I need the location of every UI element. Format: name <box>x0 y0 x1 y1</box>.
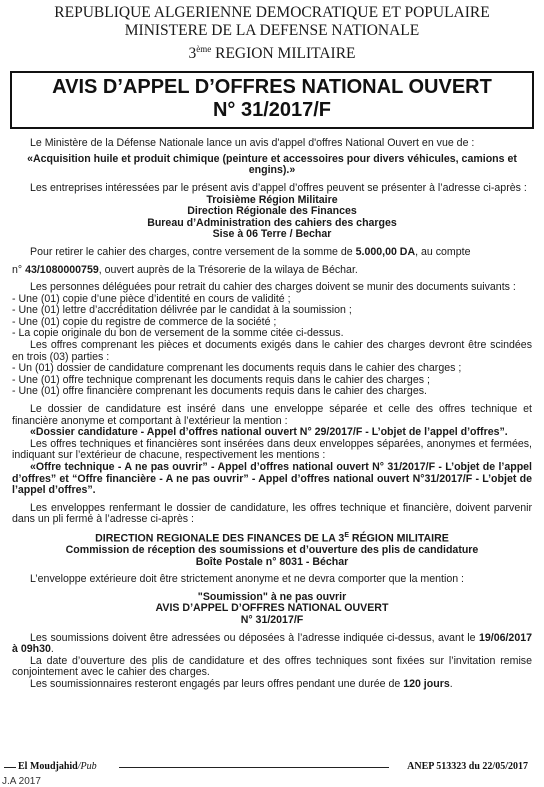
commission-line: Commission de réception des soumissions et d’ouverture des plis de candidature <box>65 544 479 557</box>
address-line-3: Bureau d’Administration des cahiers des charges <box>147 216 397 229</box>
exterieure-text: L’enveloppe extérieure doit être strictement anonyme et ne devra comporter que la mention : <box>30 573 465 586</box>
soumissions-a: Les soumissions doivent être adressées ou déposées à l’adresse indiquée ci-dessus, avant le <box>30 631 479 644</box>
dossier-mention: «Dossier candidature - Appel d’offres national ouvert N° 29/2017/F - L’objet de l’appel d’offres”. <box>30 426 508 439</box>
engages-duration: 120 jours <box>403 678 450 691</box>
footer-rule-middle <box>119 767 389 768</box>
list-item: - La copie originale du bon de versement de la somme citée ci-dessus. <box>12 327 344 340</box>
header <box>4 4 540 63</box>
retrait-text-a: Pour retirer le cahier des charges, contre versement de la somme de <box>30 245 356 258</box>
avis-line: AVIS D’APPEL D’OFFRES NATIONAL OUVERT <box>155 602 389 615</box>
intro-text: Le Ministère de la Défense Nationale lance un avis d'appel d'offres National Ouvert en vue de : <box>30 137 475 150</box>
title-line: AVIS D’APPEL D’OFFRES NATIONAL OUVERT <box>52 76 492 99</box>
engages-a: Les soumissionnaires resteront engagés par leurs offres pendant une durée de <box>30 678 404 691</box>
dossier-text: Le dossier de candidature est inséré dans une enveloppe séparée et celle des offres technique et financière anonyme et comportant à l’extérieur la mention : <box>12 403 532 427</box>
list-item: - Une (01) offre financière comprenant les documents requis dans le cahier des charges. <box>12 385 427 398</box>
list-item: - Une (01) copie du registre de commerce de la société ; <box>12 315 277 328</box>
engages-c: . <box>449 678 453 691</box>
soumission-mention: "Soumission" à ne pas ouvrir <box>197 590 347 603</box>
retrait-text-b: , au compte <box>415 245 471 258</box>
compte-number: 43/1080000759 <box>25 263 99 276</box>
notice-page <box>4 4 540 772</box>
header-republic: REPUBLIQUE ALGERIENNE DEMOCRATIQUE ET POPULAIRE <box>54 4 490 21</box>
footer <box>4 761 540 775</box>
title-number: N° 31/2017/F <box>212 99 332 122</box>
renfermant-text: Les enveloppes renfermant le dossier de candidature, les offres technique et financière, doivent parvenir dans un pli fermé à l’adresse ci-après : <box>12 501 532 526</box>
boite-postale: Boîte Postale n° 8031 - Béchar <box>195 555 349 568</box>
list-item: - Un (01) dossier de candidature comprenant les documents requis dans le cahier des charges ; <box>12 362 462 375</box>
title-box <box>10 71 534 129</box>
notice-body <box>12 138 532 690</box>
direction-a: DIRECTION REGIONALE DES FINANCES DE LA 3 <box>95 532 345 545</box>
compte-rest: , ouvert auprès de la Trésorerie de la wilaya de Béchar. <box>98 263 358 276</box>
footer-source-name: El Moudjahid <box>18 761 78 772</box>
list-item: - Une (01) lettre d’accréditation délivrée par le candidat à la soumission ; <box>12 304 352 317</box>
list-item: - Une (01) offre technique comprenant les documents requis dans le cahier des charges ; <box>12 373 430 386</box>
header-region-num: 3 <box>188 45 197 63</box>
delegues-text: Les personnes déléguées pour retrait du cahier des charges doivent se munir des documents suivants : <box>30 281 516 294</box>
direction-sup: E <box>344 531 349 539</box>
engages-text <box>12 679 532 691</box>
compte-text <box>12 265 532 277</box>
footer-anep: ANEP 513323 du 22/05/2017 <box>407 761 528 772</box>
header-region-rest: REGION MILITAIRE <box>211 45 356 63</box>
header-region <box>4 40 540 63</box>
footer-source-pub: /Pub <box>77 761 97 772</box>
header-ministry: MINISTERE DE LA DEFENSE NATIONALE <box>124 22 420 39</box>
direction-line <box>12 530 532 545</box>
retrait-text <box>12 247 532 259</box>
address-line-4: Sise à 06 Terre / Bechar <box>212 228 332 241</box>
direction-b: RÉGION MILITAIRE <box>348 532 449 545</box>
soumissions-b: . <box>50 643 54 656</box>
enveloppes-text: Les offres techniques et financières sont insérées dans deux enveloppes séparées, anonymes et fermées, indiquant sur l’extérieur de chacune, respectivement les mentions : <box>12 437 532 462</box>
soumissions-date: 19/06/2017 à 09h30 <box>12 631 532 656</box>
retrait-amount: 5.000,00 DA <box>355 245 416 258</box>
presenter-text: Les entreprises intéressées par le présent avis d’appel d’offres peuvent se présenter à l’adresse ci-après : <box>30 181 527 194</box>
footer-source <box>16 761 99 772</box>
avis-number: N° 31/2017/F <box>240 614 304 627</box>
header-region-sup: ème <box>196 44 212 54</box>
cutoff-text: J.A 2017 <box>2 776 41 787</box>
enveloppes-mention: «Offre technique - A ne pas ouvrir” - Appel d’offres national ouvert N° 31/2017/F - L’objet de l’appel d’offres” et “Offre financière - A ne pas ouvrir” - Appel d’offres national ouvert N°31/2017/F - L’objet de l’appel d’offres”. <box>12 461 532 497</box>
compte-label: n° <box>12 263 26 276</box>
ouverture-text: La date d’ouverture des plis de candidature et des offres techniques sont fixées sur l’invitation remise conjointement avec le cahier des charges. <box>12 654 532 679</box>
list-item: - Une (01) copie d’une pièce d’identité en cours de validité ; <box>12 292 291 305</box>
address-line-1: Troisième Région Militaire <box>206 193 338 206</box>
soumissions-text <box>12 633 532 656</box>
footer-rule-left <box>4 767 16 768</box>
offres-intro-text: Les offres comprenant les pièces et documents exigés dans le cahier des charges devront être scindées en trois (03) parties : <box>12 339 532 363</box>
object-text: «Acquisition huile et produit chimique (peinture et accessoires pour divers véhicules, camions et engins).» <box>27 152 517 177</box>
documents-list <box>12 294 532 340</box>
parts-list <box>12 363 532 398</box>
address-line-2: Direction Régionale des Finances <box>187 205 357 218</box>
